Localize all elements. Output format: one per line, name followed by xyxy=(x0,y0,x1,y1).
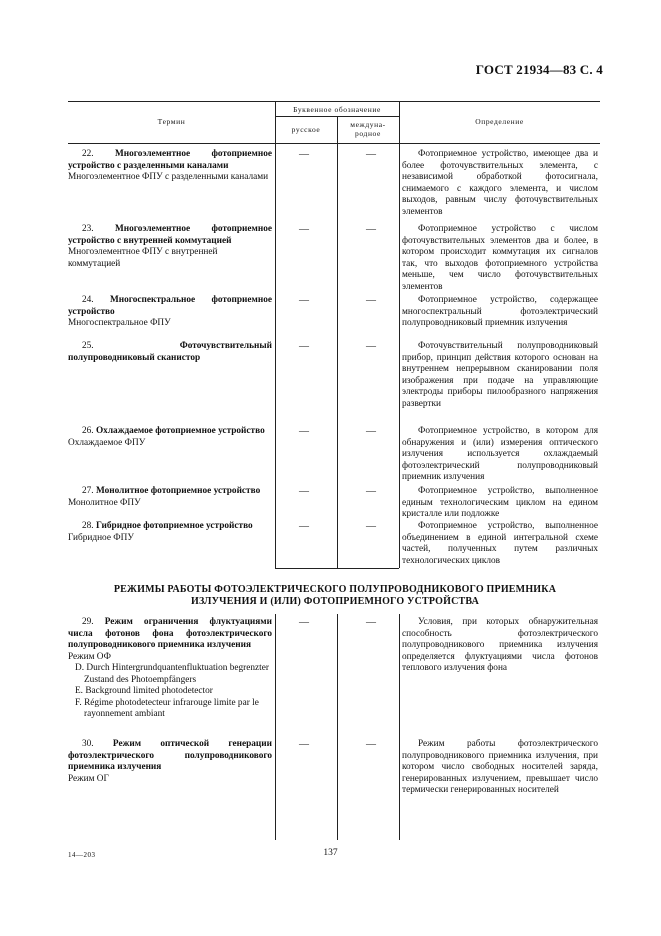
header-definition: Определение xyxy=(475,117,524,126)
entry-number: 26. xyxy=(82,426,94,436)
entry-23-term xyxy=(68,224,272,270)
term-short: Многоэлементное ФПУ с внутренней коммутацией xyxy=(68,247,218,269)
entry-number: 22. xyxy=(82,149,94,159)
header-international-line-1: междуна- xyxy=(350,120,386,129)
foreign-french: F. Régime photodetecteur infrarouge limite par le rayonnement ambiant xyxy=(75,697,259,719)
term-short: Гибридное ФПУ xyxy=(68,532,134,543)
term-name: Режим оптической генерации фотоэлектрического полупроводникового приемника излучения xyxy=(68,739,272,772)
column-divider-3 xyxy=(399,101,400,568)
term-name: Охлаждаемое фотоприемное устройство xyxy=(95,426,265,436)
column-divider-1b xyxy=(275,614,276,840)
term-name: Многоэлементное фотоприемное устройство с разделенными каналами xyxy=(68,149,273,171)
entry-26-term xyxy=(68,426,272,449)
entry-number: 28. xyxy=(82,521,94,531)
international-designation: — xyxy=(366,521,376,532)
table-bottom-rule xyxy=(275,568,399,569)
term-short: Режим ОФ xyxy=(68,651,111,662)
international-designation: — xyxy=(366,739,376,750)
entry-23-definition xyxy=(402,224,598,293)
entry-25-definition xyxy=(402,341,598,410)
foreign-english: E. Background limited photodetector xyxy=(75,686,213,696)
international-designation: — xyxy=(366,486,376,497)
definition-text: Фотоприемное устройство, содержащее многоспектральный фотоэлектрический полупроводниковый приемник излучения xyxy=(402,295,598,328)
definition-text: Фотоприемное устройство, выполненное объединением в единой интегральной схеме частей, полученных путем различных технологических циклов xyxy=(402,521,598,566)
international-designation: — xyxy=(366,224,376,235)
section-title xyxy=(70,584,600,608)
term-name: Многоспектральное фотоприемное устройство xyxy=(68,295,272,317)
russian-designation: — xyxy=(299,341,309,352)
entry-29-definition xyxy=(402,617,598,675)
column-divider-3b xyxy=(399,614,400,840)
term-name: Режим ограничения флуктуациями числа фотонов фона фотоэлектрического полупроводникового приемника излучения xyxy=(68,617,272,650)
entry-number: 27. xyxy=(82,486,94,496)
entry-27-term xyxy=(68,486,272,509)
header-designation: Буквенное обозначение xyxy=(293,105,381,114)
russian-designation: — xyxy=(299,521,309,532)
header-international xyxy=(337,120,399,138)
term-short: Монолитное ФПУ xyxy=(68,497,141,508)
definition-text: Фотоприемное устройство, в котором для обнаружения и (или) измерения оптического излучения используется охлаждаемый фотоэлектрический полупроводниковый приемник излучения xyxy=(402,426,598,482)
definition-text: Фотоприемное устройство с числом фоточувствительных элементов два и более, в котором происходит коммутация их сигналов так, что выходов фотоприемного устройства меньше, чем число фоточувствительных элементов xyxy=(402,224,598,292)
section-title-line-2: ИЗЛУЧЕНИЯ И (ИЛИ) ФОТОПРИЕМНОГО УСТРОЙСТВА xyxy=(190,596,480,607)
term-short: Режим ОГ xyxy=(68,773,109,784)
definition-text: Фотоприемное устройство, имеющее два и более фоточувствительных элемента, с независимой обработкой фотосигнала, снимаемого с каждого элемента, и числом выходов, равным числу фоточувствительных элементов xyxy=(402,149,598,217)
russian-designation: — xyxy=(299,617,309,628)
entry-number: 30. xyxy=(82,739,94,749)
entry-22-definition xyxy=(402,149,598,218)
column-divider-2b xyxy=(337,614,338,840)
russian-designation: — xyxy=(299,295,309,306)
international-designation: — xyxy=(366,295,376,306)
header-russian: русское xyxy=(291,125,321,134)
definition-text: Фоточувствительный полупроводниковый прибор, принцип действия которого основан на внутреннем непрерывном сканировании поля изображения при подаче на управляющие электроды приборы пилообразного напряжения развертки xyxy=(402,341,598,409)
definition-text: Условия, при которых обнаружительная способность фотоэлектрического полупроводникового приемника излучения определяется флуктуациями числа фотонов теплового излучения фона xyxy=(402,617,598,673)
entry-number: 23. xyxy=(82,224,94,234)
entry-number: 29. xyxy=(82,617,94,627)
sheet-code: 14—203 xyxy=(68,851,96,859)
definition-text: Фотоприемное устройство, выполненное единым технологическим циклом на едином кристалле или подложке xyxy=(402,486,598,519)
foreign-german: D. Durch Hintergrundquantenfluktuation begrenzter Zustand des Photoempfängers xyxy=(75,663,269,685)
entry-number: 25. xyxy=(82,341,94,351)
international-designation: — xyxy=(366,426,376,437)
term-short: Многоспектральное ФПУ xyxy=(68,318,171,328)
entry-30-term xyxy=(68,739,272,785)
entry-26-definition xyxy=(402,426,598,484)
column-divider-1 xyxy=(275,101,276,568)
entry-27-definition xyxy=(402,486,598,521)
entry-30-definition xyxy=(402,739,598,797)
term-name: Многоэлементное фотоприемное устройство с внутренней коммутацией xyxy=(68,224,273,246)
term-name: Монолитное фотоприемное устройство xyxy=(95,486,261,496)
column-divider-2 xyxy=(337,116,338,568)
table-header-bottom-rule xyxy=(68,143,600,144)
international-designation: — xyxy=(366,617,376,628)
page-number: 137 xyxy=(323,848,338,858)
entry-28-definition xyxy=(402,521,598,567)
entry-25-term xyxy=(68,341,272,364)
term-short: Охлаждаемое ФПУ xyxy=(68,437,146,448)
entry-24-term xyxy=(68,295,272,330)
russian-designation: — xyxy=(299,426,309,437)
russian-designation: — xyxy=(299,739,309,750)
page-header: ГОСТ 21934—83 С. 4 xyxy=(475,62,603,77)
entry-28-term xyxy=(68,521,272,544)
term-name: Фоточувствительный полупроводниковый сканистор xyxy=(68,341,272,363)
entry-number: 24. xyxy=(82,295,94,305)
entry-24-definition xyxy=(402,295,598,330)
header-term: Термин xyxy=(157,117,186,126)
russian-designation: — xyxy=(299,224,309,235)
definition-text: Режим работы фотоэлектрического полупроводникового приемника излучения, при котором число свободных носителей заряда, генерированных излучением, превышает число термически генерированных носителей xyxy=(402,739,598,795)
entry-22-term xyxy=(68,149,272,184)
header-international-line-2: родное xyxy=(355,129,381,138)
section-title-line-1: РЕЖИМЫ РАБОТЫ ФОТОЭЛЕКТРИЧЕСКОГО ПОЛУПРОВОДНИКОВОГО ПРИЕМНИКА xyxy=(113,584,557,595)
term-name: Гибридное фотоприемное устройство xyxy=(95,521,253,531)
russian-designation: — xyxy=(299,486,309,497)
russian-designation: — xyxy=(299,149,309,160)
international-designation: — xyxy=(366,341,376,352)
international-designation: — xyxy=(366,149,376,160)
table-top-rule xyxy=(68,101,600,102)
foreign-equivalents xyxy=(68,663,272,721)
term-short: Многоэлементное ФПУ с разделенными каналами xyxy=(68,172,269,182)
entry-29-term xyxy=(68,617,272,721)
